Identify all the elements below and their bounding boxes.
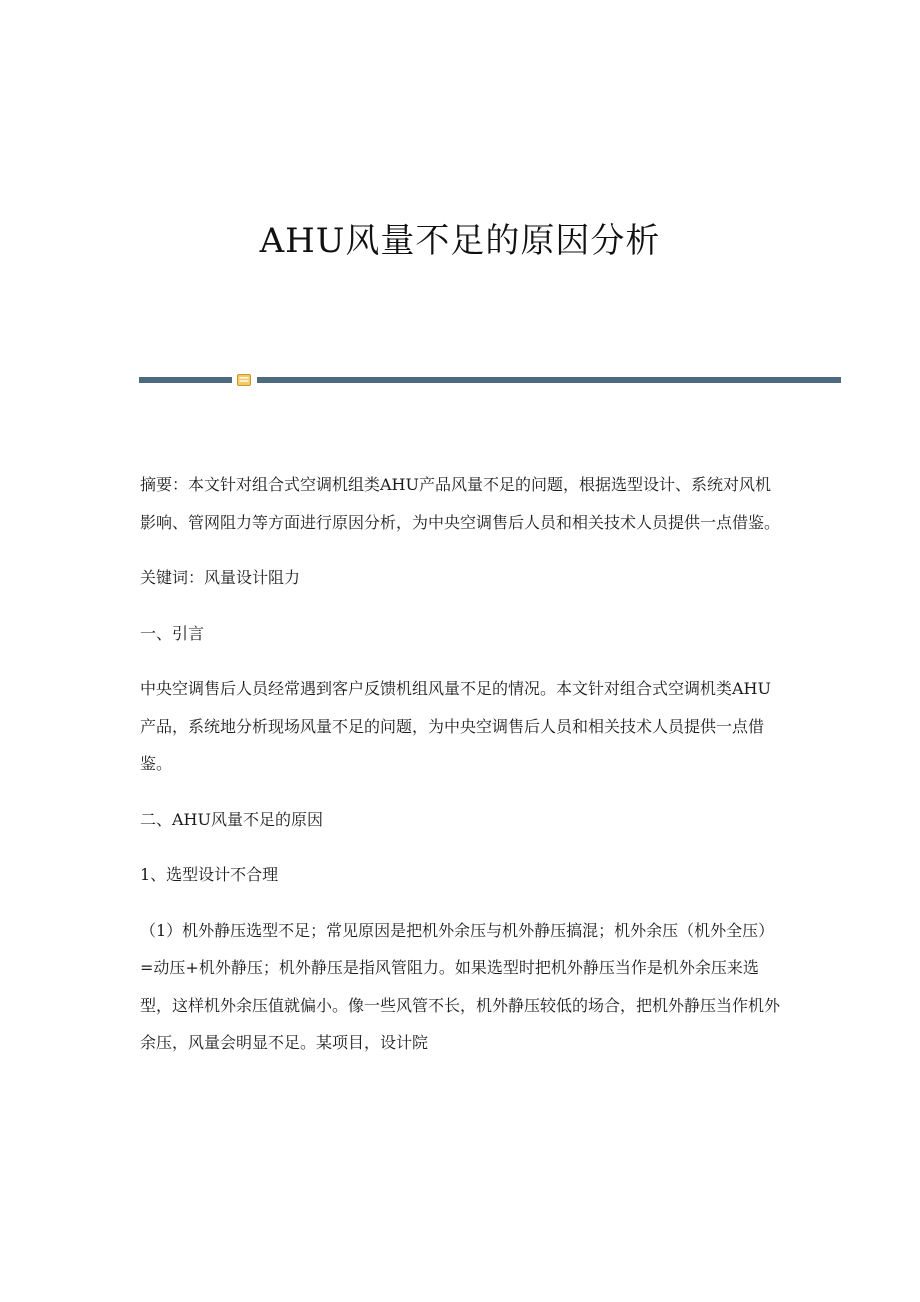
divider-ornament-icon <box>237 374 251 386</box>
section-heading-introduction: 一、引言 <box>140 623 205 643</box>
document-body <box>140 466 780 1080</box>
abstract-paragraph: 摘要：本文针对组合式空调机组类AHU产品风量不足的问题，根据选型设计、系统对风机影响、管网阻力等方面进行原因分析，为中央空调售后人员和相关技术人员提供一点借鉴。 <box>140 475 781 532</box>
divider-bar-right <box>257 377 841 383</box>
introduction-paragraph: 中央空调售后人员经常遇到客户反馈机组风量不足的情况。本文针对组合式空调机类AHU产品，系统地分析现场风量不足的问题，为中央空调售后人员和相关技术人员提供一点借鉴。 <box>140 679 771 773</box>
static-pressure-paragraph: （1）机外静压选型不足；常见原因是把机外余压与机外静压搞混；机外余压（机外全压）=动压+机外静压；机外静压是指风管阻力。如果选型时把机外静压当作是机外余压来选型，这样机外余压值就偏小。像一些风管不长，机外静压较低的场合，把机外静压当作机外余压，风量会明显不足。某项目，设计院 <box>140 920 781 1052</box>
subsection-heading-selection: 1、选型设计不合理 <box>140 865 279 884</box>
section-heading-causes: 二、AHU风量不足的原因 <box>140 809 323 829</box>
document-title: AHU风量不足的原因分析 <box>259 221 661 261</box>
divider-bar-left <box>139 377 232 383</box>
keywords-paragraph: 关键词：风量设计阻力 <box>140 568 301 587</box>
title-divider <box>139 374 841 386</box>
